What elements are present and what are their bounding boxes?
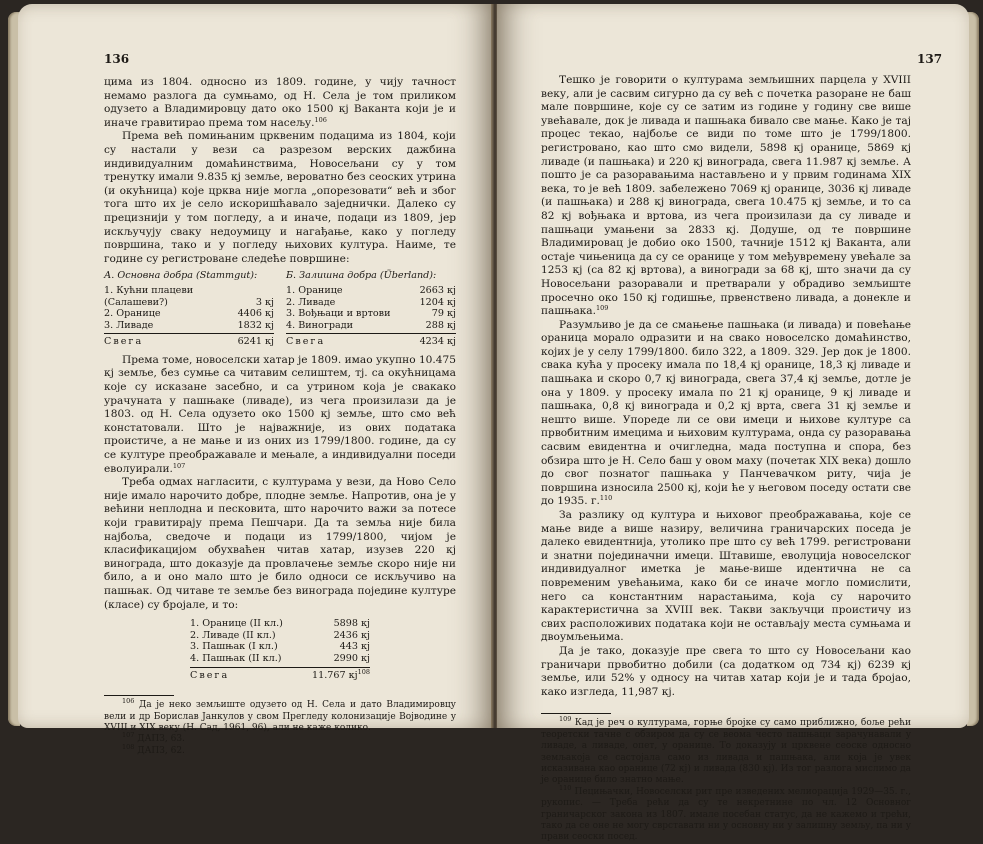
table-row: 2. Ливаде (II кл.) 2436 кј: [190, 629, 370, 641]
left-page: [18, 4, 493, 756]
paragraph: Треба одмах нагласити, с културама у вези, да Ново Село није имало нарочито добре, плодне земље. Напротив, она је у већини неплодна и песковита, што нарочито важи за потесе који гравитирају према Пешчари. Да та земља није била најбоља, сведоче и подаци из 1799/1800, чијом је класификацијом обухваћен читав хатар, изузев 220 кј винограда, што доказује да провлачење земље скоро није ни било, а и оно мало што је било односи се искључиво на пашњак. Од читаве те земље без винограда поједине културе (класе) су бројале, и то:: [104, 476, 456, 611]
footnote-rule: [104, 695, 174, 696]
footnote: $^{106}$ Да је неко земљиште одузето од Н. Села и дато Владимировцу вели и др Борислав Јанкулов у свом Прегледу колонизације Војводине у XVIII и XIX веку (Н. Сад, 1961, 96), али не каже колико.: [104, 697, 456, 733]
table-row: 3. Пашњак (I кл.) 443 кј: [190, 641, 370, 653]
table-total: Свега 6241 кј: [104, 333, 274, 348]
culture-class-table: [190, 618, 370, 681]
page-number-right: 137: [917, 52, 943, 66]
footnote: $^{109}$ Кад је реч о културама, горње бројке су само приближно, боље рећи теоретски тачне с обзиром да су се веома често пашњаци зарачунавали у ливаде, а ливаде, опет, у оранице. То доказују и црквене сеоске односно земљакоја се састојала само из ливада и пашњака, али која је увек исказивана као оранице (72 кј) и ливада (830 кј). Из тог разлога мислимо да је оранице било знатно мање.: [541, 715, 911, 786]
footnote-ref: 110: [599, 494, 613, 503]
table-row: 2. Оранице 4406 кј: [104, 308, 274, 320]
table-a: [104, 270, 274, 348]
paragraph: цима из 1804. односно из 1809. године, у чију тачност немамо разлога да сумњамо, од Н. Села је том приликом одузето а Владимировцу дато око 1500 кј Ваканта који је и иначе гравитирао према том насељу.$^{106}$: [104, 76, 456, 129]
land-table-1809: [104, 270, 456, 348]
right-page: [497, 4, 969, 843]
page-number-left: 136: [104, 52, 130, 66]
paragraph: Према томе, новоселски хатар је 1809. имао укупно 10.475 кј земље, без сумње са читавим селиштем, тј. са окућницама које су исказане засебно, и са утрином која је свакако урачуната у пашњаке (ливаде), из чега произилази да је 1803. од Н. Села одузето око 1500 кј земље, што смо већ констатовали. Што је најважније, из ових података проистиче, а не мање и из оних из 1799/1800. године, да су се културе преображавале и мењале, а индивидуални поседи еволуирали.$^{107}$: [104, 353, 457, 475]
table-row: 2. Ливаде 1204 кј: [286, 296, 456, 308]
footnote-ref: 107: [172, 461, 186, 470]
paragraph: Да је тако, доказује пре свега то што су Новосељани као граничари првобитно добили (са додатком од 734 кј) 6239 кј земље, или 52% у односу на читав хатар који је и тада бројао, како изгледа, 11,987 кј.: [541, 644, 911, 698]
footnote-rule: [541, 713, 611, 714]
table-row: (Салашеви?) 3 кј: [104, 296, 274, 308]
table-row: 1. Оранице (II кл.) 5898 кј: [190, 618, 370, 630]
paragraph: Тешко је говорити о културама земљишних парцела у XVIII веку, али је сасвим сигурно да су већ с почетка разоране не баш мале површине, које су се затим из године у годину све више увећавале, док је ливада и пашњака бивало све мање. Како је тај процес текао, најбоље се види по томе што је 1799/1800. регистровано, као што смо видели, 5898 кј оранице, 5869 кј ливаде (и пашњака) и 220 кј винограда, свега 11.987 кј земље. А пошто је са разоравањима настављено и у првим годинама XIX века, то је већ 1809. забележено 7069 кј оранице, 3036 кј ливаде (и пашњака) и 288 кј винограда, свега 10.475 кј земље, и то са 82 кј вођњака и вртова, из чега произилази да су ливаде и пашњаци умањени за 2833 кј. Додуше, од те површине Владимировац је добио око 1500, тачније 1512 кј Ваканта, али остаје чињеница да су се оранице у том међувремену увећале за 1253 кј (са 82 кј вртова), а виногради за 68 кј, што значи да су Новосељани разоравали и претварали у обрадиво земљиште просечно око 150 кј годишње, првенствено ливада, а донекле и пашњака.$^{109}$: [541, 74, 911, 318]
table-total: Свега 4234 кј: [286, 333, 456, 348]
right-page-text: [541, 74, 911, 844]
footnote: $^{107}$ ДАПЗ, 63.: [122, 731, 185, 745]
table-row: 1. Оранице 2663 кј: [286, 284, 456, 296]
table-b-title: Б. Залишна добра (Überland):: [286, 270, 437, 282]
table-row: 3. Ливаде 1832 кј: [104, 319, 274, 331]
paragraph: За разлику од култура и њиховог преображавања, које се мање виде а више назиру, величина граничарских поседа је далеко евидентнија, утолико пре што су већ 1799. регистровани и знатни појединачни имеци. Штавише, еволуција новоселског индивидуалног иметка је мање-више идентична не са повременим увећањима, како би се иначе могло помислити, него са константним нарастањима, која су нарочито карактеристична за XVIII век. Такви закључци проистичу из свих расположивих података који не остављају места сумњама и двоумљењима.: [541, 509, 911, 644]
footnote: $^{110}$ Пецињачки, Новоселски рит пре изведених мелиорација 1929—35. г., рукопис. — Треба рећи да су те некретнине по чл. 12 Основног граничарског закона из 1807. имале посебан статус, да не кажемо и трећи, тако да се оне не могу сврставати ни у основну ни у залишну земљу, па ни у прави сеоски посед.: [541, 783, 911, 843]
table-row: 3. Вођњаци и вртови 79 кј: [286, 308, 456, 320]
footnote-ref: 109: [595, 304, 609, 313]
table-row: 1. Кућни плацеви: [104, 284, 194, 296]
table-a-title: А. Основна добра (Stammgut):: [104, 270, 258, 282]
footnote-ref: 106: [314, 115, 327, 124]
open-book: [6, 4, 981, 843]
table-b: [286, 270, 456, 348]
paragraph: Према већ помињаним црквеним подацима из 1804, који су настали у вези са разрезом верских дажбина индивидуалним домаћинствима, Новосељани су у том тренутку имали 9.835 кј земље, вероватно без сеоских утрина (и окућница) које црква није могла „опорезовати“ већ и због тога што их је село искоришћавало заједнички. Далеко су прецизнији у том погледу, а и иначе, подаци из 1809, јер искључују сваку недоумицу и нагађање, како у погледу површина, тако и у погледу њихових култура. Наиме, те године су регистроване следеће површине:: [104, 130, 456, 265]
footnote: $^{108}$ ДАПЗ, 62.: [122, 742, 185, 756]
left-page-text: [104, 76, 456, 757]
paragraph: Разумљиво је да се смањење пашњака (и ливада) и повећање ораница морало одразити и на свако новоселско домаћинство, којих је у селу 1799/1800. било 322, а 1809. 329. Јер док је 1800. свака кућа у просеку имала по 18,4 кј оранице, 18,3 кј ливаде и пашњака и скоро 0,7 кј винограда, свега 37,4 кј земље, дотле је она у 1809. у просеку имала по 21 кј оранице, 9 кј ливаде и пашњака, 0,8 кј винограда и 0,2 кј врта, свега 31 кј земље и нешто више. Упореде ли се ови имеци и њихове културе са првобитним имецима и њиховим културама, онда су разоравања сасвим евидентна и очигледна, мада поступна и спора, без обзира што је Н. Село баш у овом маху (почетак XIX века) дошло до свог познатог пашњака у Панчевачком риту, чија је површина износила 2500 кј, који ће у његовом поседу остати све до 1935. г.$^{110}$: [541, 318, 911, 508]
table-row: 4. Виногради 288 кј: [286, 319, 456, 331]
table-total: Свега 11.767 $кј^{108}$: [190, 667, 370, 681]
table-row: 4. Пашњак (II кл.) 2990 кј: [190, 652, 370, 664]
